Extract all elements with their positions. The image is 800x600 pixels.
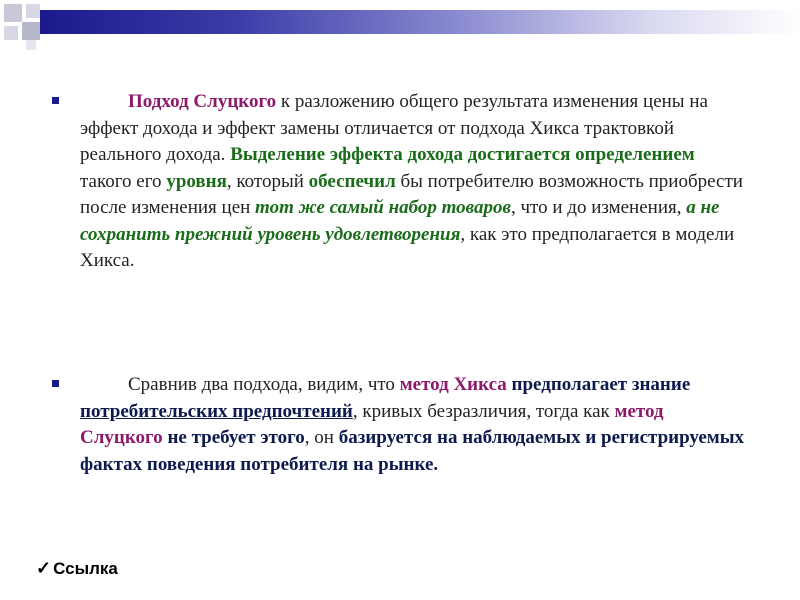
emphasis-income-effect: Выделение эффекта дохода достигается определением [230,144,695,165]
emphasis-level: уровня [166,170,227,192]
text-run: к разложению общего результата изменения цены на эффект дохода и эффект замены отличается от подхода Хикса трактовкой реального дохода. [80,91,708,165]
text-run: , который [226,170,309,192]
emphasis-hicks-method: метод Хикса [399,374,507,395]
checkmark-icon: ✓ [36,558,52,578]
text-run: , он [304,427,339,448]
text-run: , что и до изменения, [511,197,687,218]
emphasis-observed-facts: базируется на наблюдаемых и регистрируемых фактах поведения потребителя на рынке. [80,427,745,475]
reference-link-label[interactable]: Ссылка [53,559,118,578]
emphasis-same-bundle: тот же самый набор товаров [255,197,511,218]
text-run: , кривых безразличия, тогда как [352,400,615,422]
text-run: Сравнив два подхода, видим, что [128,374,400,395]
reference-link[interactable] [36,558,118,579]
header-gradient-band [40,10,800,34]
emphasis-does-not-require: не требует этого [167,427,305,448]
text-run: такого его [80,170,167,192]
paragraph-slutsky-approach [80,89,750,275]
square-bullet-icon [52,97,59,104]
square-bullet-icon [52,380,59,387]
emphasis-requires-knowledge: предполагает знание [511,374,691,395]
emphasis-not-same-utility: а не сохранить прежний уровень удовлетворения [80,197,720,245]
emphasis-consumer-preferences: потребительских предпочтений [80,400,353,422]
emphasis-provided: обеспечил [308,170,396,192]
emphasis-slutsky-method: метод Слуцкого [80,400,664,448]
text-run: , как это предполагается в модели Хикса. [80,223,735,271]
paragraph-comparison [80,372,750,478]
text-run: бы потребителю возможность приобрести после изменения цен [80,170,743,218]
emphasis-slutsky-approach: Подход Слуцкого [128,91,277,112]
